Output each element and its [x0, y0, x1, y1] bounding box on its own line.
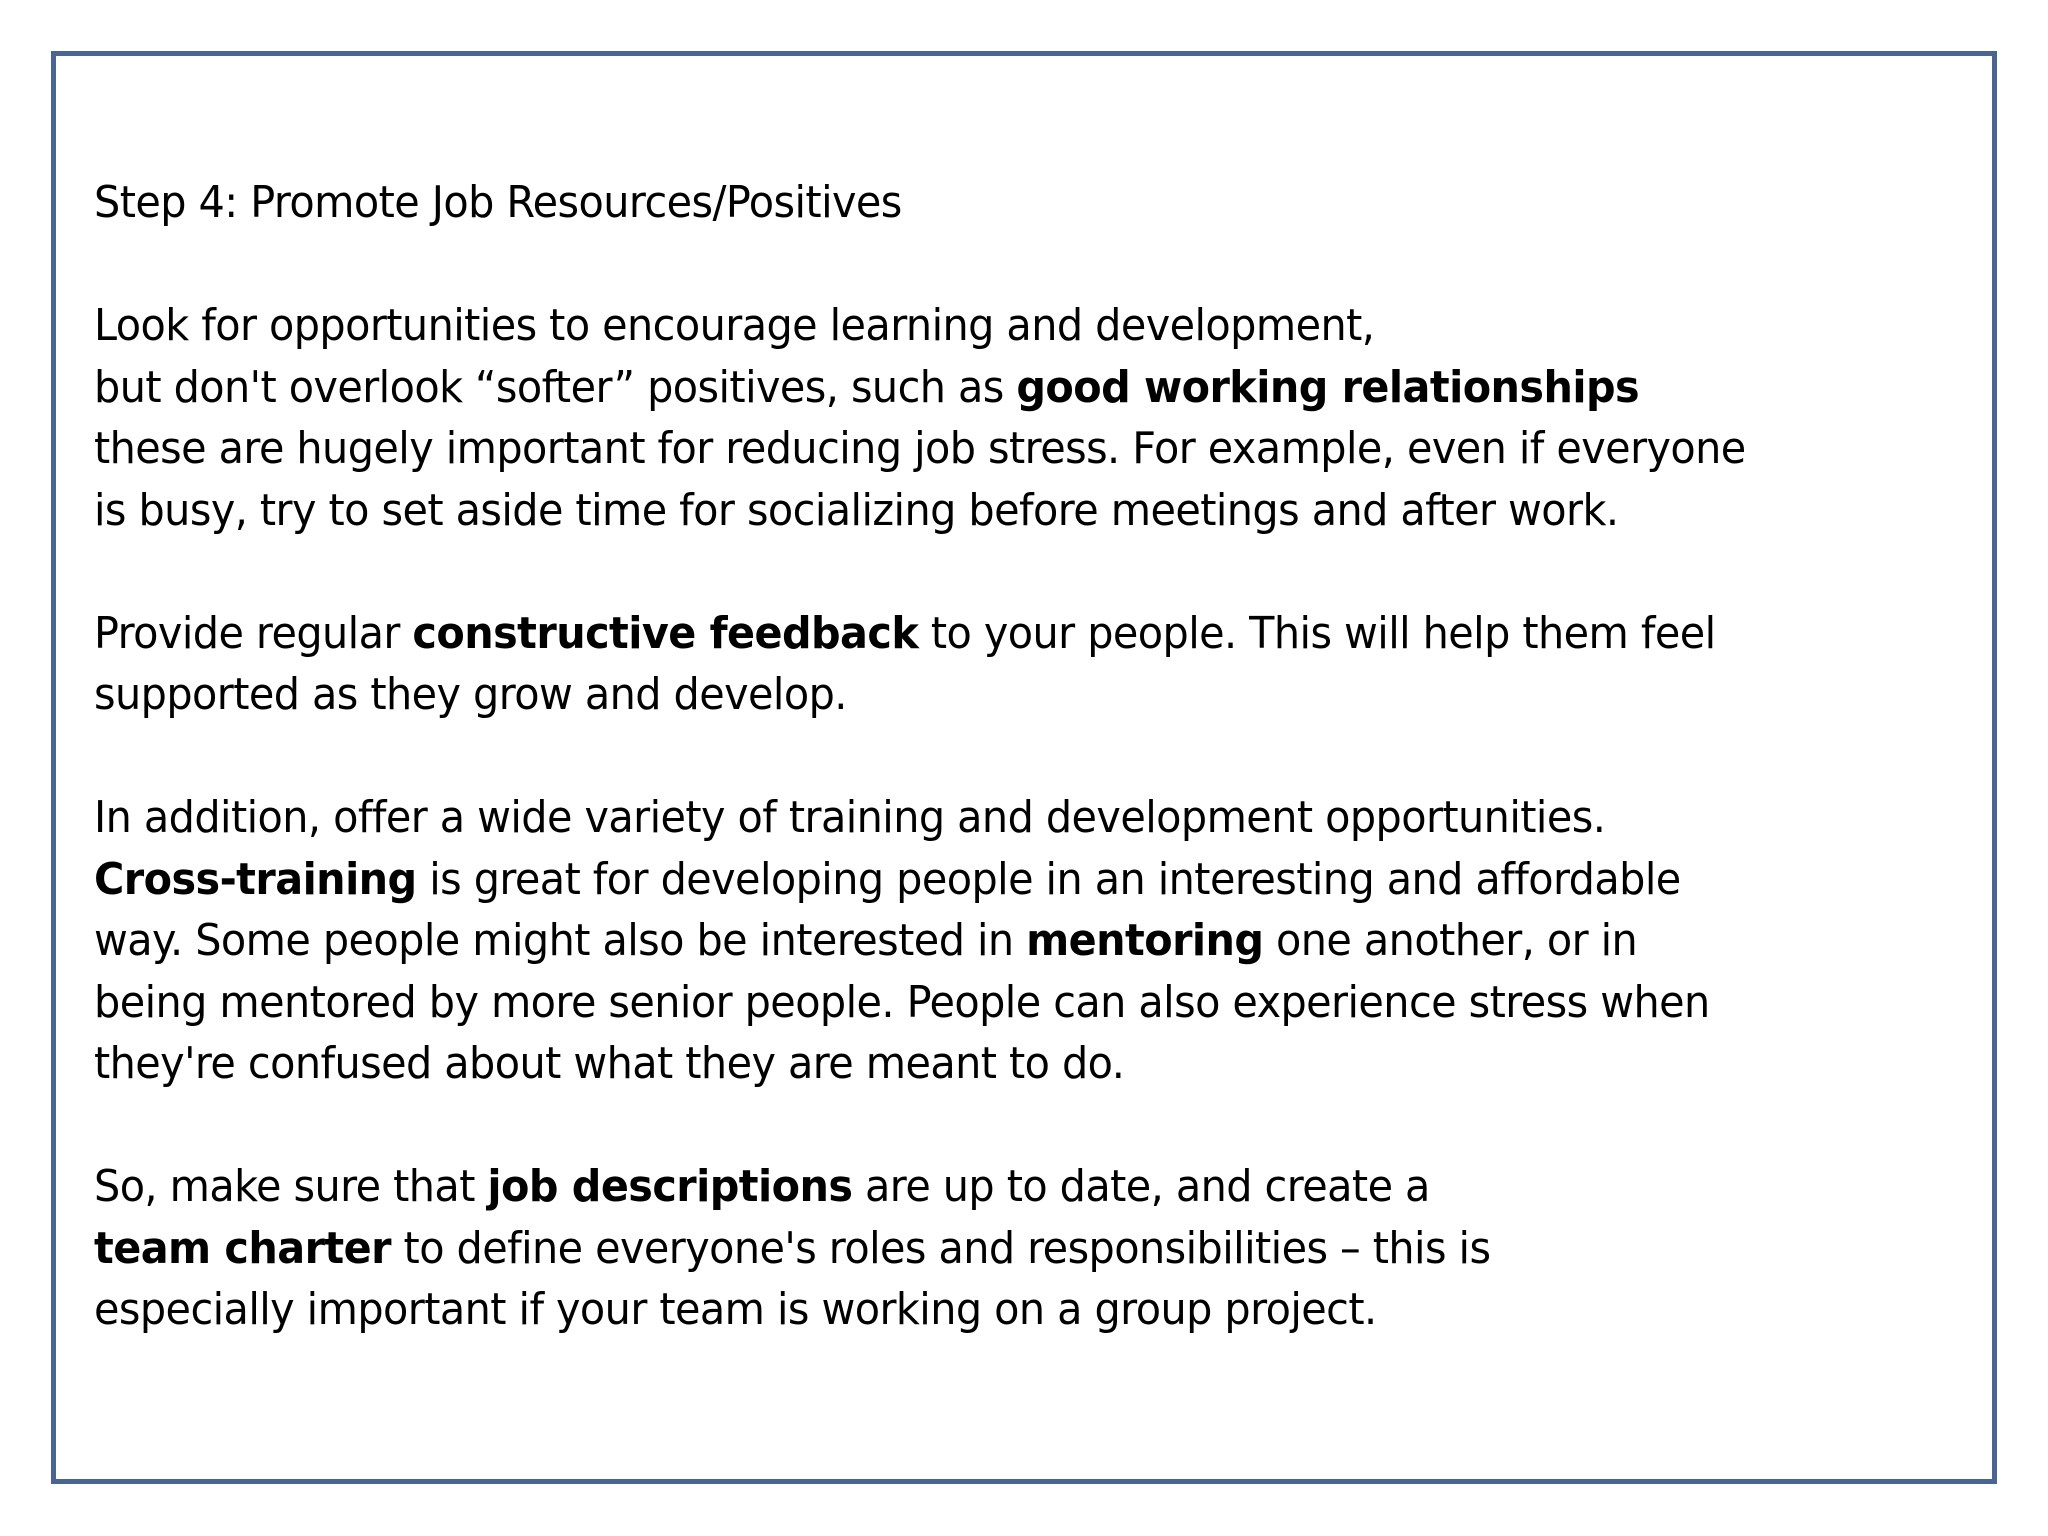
text-run: way. Some people might also be interested in — [94, 915, 1027, 966]
text-run: So, make sure that — [94, 1161, 488, 1212]
spacer — [94, 726, 1852, 788]
text-run: to define everyone's roles and responsibilities – this is — [390, 1222, 1491, 1274]
paragraph-1-line-4: is busy, try to set aside time for socializing before meetings and after work. — [94, 484, 1619, 536]
paragraph-4-line-2 — [94, 1218, 1852, 1280]
spacer — [94, 541, 1852, 603]
emphasis-team-charter: team charter — [94, 1222, 391, 1274]
text-run: are up to date, and create a — [852, 1161, 1430, 1212]
paragraph-4-line-1 — [94, 1156, 1852, 1218]
slide-content — [94, 172, 1852, 1341]
paragraph-1-line-3: these are hugely important for reducing job stress. For example, even if everyone — [94, 423, 1746, 474]
paragraph-4-line-3: especially important if your team is working on a group project. — [94, 1284, 1377, 1335]
slide-heading: Step 4: Promote Job Resources/Positives — [94, 177, 902, 228]
emphasis-mentoring: mentoring — [1026, 915, 1264, 966]
paragraph-2-line-2: supported as they grow and develop. — [94, 669, 847, 720]
paragraph-3-line-1: In addition, offer a wide variety of training and development opportunities. — [94, 792, 1606, 843]
text-run: is great for developing people in an interesting and affordable — [416, 853, 1681, 905]
text-run: Provide regular — [94, 607, 413, 659]
paragraph-3-line-3 — [94, 910, 1852, 972]
text-run: but don't overlook “softer” positives, such as — [94, 361, 1017, 413]
text-run: one another, or in — [1263, 915, 1638, 966]
spacer — [94, 1095, 1852, 1157]
paragraph-1-line-2 — [94, 357, 1852, 419]
emphasis-job-descriptions: job descriptions — [487, 1161, 853, 1212]
emphasis-cross-training: Cross-training — [94, 853, 417, 905]
text-run: to your people. This will help them feel — [918, 607, 1716, 659]
emphasis-good-working-relationships: good working relationships — [1016, 361, 1640, 413]
spacer — [94, 234, 1852, 296]
paragraph-3-line-2 — [94, 849, 1852, 911]
emphasis-constructive-feedback: constructive feedback — [412, 607, 919, 659]
paragraph-3-line-4: being mentored by more senior people. People can also experience stress when — [94, 976, 1710, 1028]
paragraph-3-line-5: they're confused about what they are meant to do. — [94, 1038, 1125, 1089]
slide-frame — [51, 51, 1997, 1484]
paragraph-2-line-1 — [94, 603, 1852, 665]
paragraph-1-line-1: Look for opportunities to encourage learning and development, — [94, 300, 1375, 351]
